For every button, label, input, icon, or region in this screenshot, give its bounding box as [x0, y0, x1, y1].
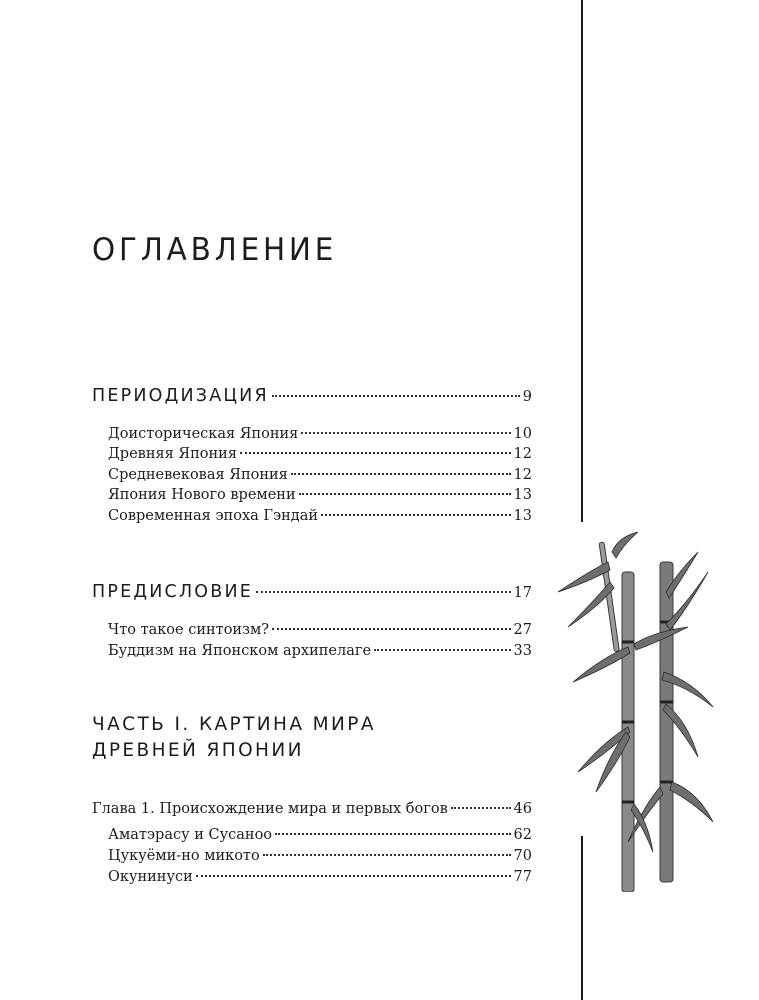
part-heading-line1: ЧАСТЬ I. КАРТИНА МИРА: [92, 714, 376, 735]
page-number: 12: [513, 446, 532, 462]
leader-dots: [256, 591, 511, 593]
toc-section-periodization[interactable]: [92, 386, 532, 407]
leader-dots: [301, 432, 510, 434]
entry-label: Современная эпоха Гэндай: [108, 508, 319, 524]
vertical-rule-top: [581, 0, 583, 522]
toc-entry[interactable]: [108, 465, 532, 485]
entry-label: Цукуёми-но микото: [108, 848, 260, 864]
leader-dots: [299, 493, 511, 495]
entry-label: Япония Нового времени: [108, 487, 296, 503]
page-title: ОГЛАВЛЕНИЕ: [92, 232, 338, 268]
leader-dots: [275, 833, 511, 835]
toc-entry[interactable]: [108, 506, 532, 526]
leader-dots: [374, 649, 511, 651]
page-number: 13: [513, 508, 532, 524]
leader-dots: [451, 807, 511, 809]
page-number: 12: [513, 467, 532, 483]
page-number: 62: [513, 827, 532, 843]
bamboo-illustration: [548, 532, 718, 892]
entry-label: Средневековая Япония: [108, 467, 288, 483]
entry-label: Буддизм на Японском архипелаге: [108, 643, 372, 659]
leader-dots: [272, 395, 520, 397]
page-number: 77: [513, 869, 532, 885]
leader-dots: [240, 452, 511, 454]
page-number: 9: [522, 389, 532, 405]
leader-dots: [272, 628, 511, 630]
leader-dots: [263, 854, 511, 856]
entry-label: Доисторическая Япония: [108, 426, 299, 442]
leader-dots: [321, 514, 511, 516]
leader-dots: [291, 473, 511, 475]
part-heading-line2: ДРЕВНЕЙ ЯПОНИИ: [92, 740, 304, 761]
entry-label: Окунинуси: [108, 869, 193, 885]
leader-dots: [196, 875, 511, 877]
toc-entry[interactable]: [108, 485, 532, 505]
page-number: 46: [513, 801, 532, 817]
toc-chapter[interactable]: [92, 799, 532, 819]
page-number: 70: [513, 848, 532, 864]
page-number: 13: [513, 487, 532, 503]
toc-entry[interactable]: [108, 867, 532, 887]
page-number: 10: [513, 426, 532, 442]
page-number: 27: [513, 622, 532, 638]
toc-entry[interactable]: [108, 641, 532, 661]
toc-entry[interactable]: [108, 620, 532, 640]
entry-label: Древняя Япония: [108, 446, 237, 462]
page-number: 17: [513, 585, 532, 601]
toc-section-preface[interactable]: [92, 582, 532, 603]
entry-label: Аматэрасу и Сусаноо: [108, 827, 273, 843]
toc-entry[interactable]: [108, 825, 532, 845]
chapter-label: Глава 1. Происхождение мира и первых богов: [92, 801, 448, 817]
section-heading: ПРЕДИСЛОВИЕ: [92, 582, 254, 602]
section-heading: ПЕРИОДИЗАЦИЯ: [92, 386, 269, 406]
entry-label: Что такое синтоизм?: [108, 622, 270, 638]
toc-entry[interactable]: [108, 846, 532, 866]
page-number: 33: [513, 643, 532, 659]
toc-entry[interactable]: [108, 424, 532, 444]
toc-entry[interactable]: [108, 444, 532, 464]
